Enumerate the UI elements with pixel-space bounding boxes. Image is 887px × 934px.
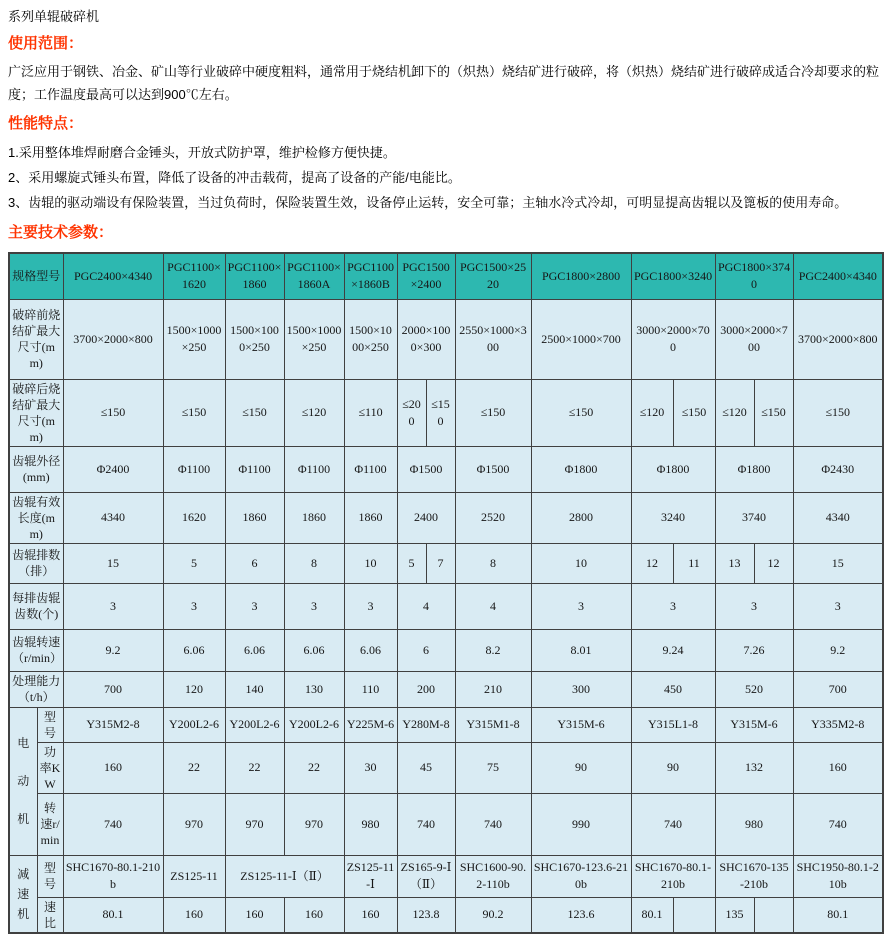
- model-header: PGC1800×3740: [715, 253, 793, 299]
- spec-cell: 1500×1000×250: [344, 299, 397, 379]
- row-motor-power: [9, 742, 883, 793]
- spec-cell: 740: [455, 793, 531, 855]
- spec-cell: 160: [163, 897, 225, 933]
- spec-cell: Φ1100: [284, 446, 344, 492]
- spec-cell: 4: [455, 583, 531, 629]
- features-heading: 性能特点：: [8, 115, 84, 132]
- spec-cell: 2520: [455, 492, 531, 543]
- spec-cell: 10: [344, 543, 397, 583]
- row-label: 每排齿辊齿数(个): [9, 583, 63, 629]
- spec-cell: 1860: [344, 492, 397, 543]
- spec-cell: SHC1950-80.1-210b: [793, 855, 883, 897]
- row-roller-speed: [9, 629, 883, 671]
- spec-cell: 300: [531, 671, 631, 707]
- spec-cell: ≤150: [426, 379, 455, 446]
- spec-cell: 740: [793, 793, 883, 855]
- spec-cell: 8: [455, 543, 531, 583]
- spec-cell: 160: [793, 742, 883, 793]
- spec-cell: 80.1: [63, 897, 163, 933]
- sub-label: 功率KW: [37, 742, 63, 793]
- spec-cell: Y225M-6: [344, 707, 397, 742]
- spec-cell: 3240: [631, 492, 715, 543]
- spec-cell: [754, 897, 793, 933]
- spec-cell: 3740: [715, 492, 793, 543]
- spec-cell: 8.2: [455, 629, 531, 671]
- spec-cell: 90: [531, 742, 631, 793]
- spec-cell: 970: [284, 793, 344, 855]
- spec-cell: Y200L2-6: [163, 707, 225, 742]
- spec-cell: Φ1100: [225, 446, 284, 492]
- spec-cell: Φ2430: [793, 446, 883, 492]
- spec-cell: Y335M2-8: [793, 707, 883, 742]
- spec-cell: 9.2: [63, 629, 163, 671]
- spec-cell: 22: [225, 742, 284, 793]
- row-label: 齿辊转速（r/min）: [9, 629, 63, 671]
- spec-cell: 3000×2000×700: [631, 299, 715, 379]
- spec-cell: 3700×2000×800: [63, 299, 163, 379]
- spec-cell: Φ1800: [631, 446, 715, 492]
- spec-cell: 12: [754, 543, 793, 583]
- spec-cell: 700: [793, 671, 883, 707]
- usage-heading: 使用范围：: [8, 35, 84, 52]
- spec-cell: Y315M1-8: [455, 707, 531, 742]
- spec-cell: Φ1800: [531, 446, 631, 492]
- spec-cell: 980: [715, 793, 793, 855]
- spec-cell: ≤120: [284, 379, 344, 446]
- spec-cell: 80.1: [793, 897, 883, 933]
- row-label: 处理能力（t/h）: [9, 671, 63, 707]
- spec-cell: 3: [63, 583, 163, 629]
- group-label-motor: 电动机: [9, 707, 37, 855]
- spec-cell: 90.2: [455, 897, 531, 933]
- spec-cell: 3: [531, 583, 631, 629]
- spec-cell: 15: [793, 543, 883, 583]
- spec-cell: 8.01: [531, 629, 631, 671]
- spec-cell: Φ2400: [63, 446, 163, 492]
- model-header: PGC1500×2520: [455, 253, 531, 299]
- spec-cell: 9.2: [793, 629, 883, 671]
- spec-cell: 6: [225, 543, 284, 583]
- spec-cell: 160: [284, 897, 344, 933]
- spec-cell: Y280M-8: [397, 707, 455, 742]
- spec-cell: ZS125-11-Ⅰ: [344, 855, 397, 897]
- row-motor-speed: [9, 793, 883, 855]
- spec-cell: 4340: [63, 492, 163, 543]
- row-label: 齿辊排数（排）: [9, 543, 63, 583]
- spec-cell: 132: [715, 742, 793, 793]
- spec-cell: 9.24: [631, 629, 715, 671]
- spec-cell: 6: [397, 629, 455, 671]
- row-roller-rows: [9, 543, 883, 583]
- spec-cell: 10: [531, 543, 631, 583]
- spec-cell: 15: [63, 543, 163, 583]
- row-label: 齿辊有效长度(mm): [9, 492, 63, 543]
- spec-cell: 3700×2000×800: [793, 299, 883, 379]
- page-title: 系列单辊破碎机: [8, 9, 100, 24]
- spec-cell: 2550×1000×300: [455, 299, 531, 379]
- spec-cell: 123.6: [531, 897, 631, 933]
- spec-cell: 90: [631, 742, 715, 793]
- group-label-reducer: 减速机: [9, 855, 37, 933]
- spec-cell: 75: [455, 742, 531, 793]
- spec-cell: SHC1670-80.1-210b: [63, 855, 163, 897]
- spec-cell: 210: [455, 671, 531, 707]
- spec-cell: ≤150: [531, 379, 631, 446]
- spec-cell: ≤150: [793, 379, 883, 446]
- feature-item: 2、采用螺旋式锤头布置，降低了设备的冲击载荷，提高了设备的产能/电能比。: [8, 170, 461, 185]
- feature-item: 1.采用整体堆焊耐磨合金锤头，开放式防护罩，维护检修方便快捷。: [8, 145, 396, 160]
- spec-cell: 740: [397, 793, 455, 855]
- spec-cell: 1500×1000×250: [225, 299, 284, 379]
- spec-cell: 140: [225, 671, 284, 707]
- spec-cell: 12: [631, 543, 673, 583]
- spec-cell: ZS125-11: [163, 855, 225, 897]
- spec-cell: ≤150: [673, 379, 715, 446]
- spec-cell: ≤110: [344, 379, 397, 446]
- row-reducer-model: [9, 855, 883, 897]
- sub-label: 型号: [37, 707, 63, 742]
- spec-cell: Φ1100: [163, 446, 225, 492]
- spec-cell: ≤150: [225, 379, 284, 446]
- spec-cell: 3: [631, 583, 715, 629]
- spec-cell: ≤150: [455, 379, 531, 446]
- spec-cell: Y315L1-8: [631, 707, 715, 742]
- spec-cell: 8: [284, 543, 344, 583]
- model-header: PGC1100×1860: [225, 253, 284, 299]
- spec-cell: 6.06: [163, 629, 225, 671]
- spec-cell: Y200L2-6: [225, 707, 284, 742]
- spec-cell: SHC1670-80.1-210b: [631, 855, 715, 897]
- spec-cell: 135: [715, 897, 754, 933]
- model-header: PGC1100×1620: [163, 253, 225, 299]
- spec-cell: 1860: [225, 492, 284, 543]
- row-before-size: [9, 299, 883, 379]
- row-roller-length: [9, 492, 883, 543]
- spec-cell: 110: [344, 671, 397, 707]
- model-header: PGC2400×4340: [793, 253, 883, 299]
- spec-cell: 22: [284, 742, 344, 793]
- spec-cell: Φ1800: [715, 446, 793, 492]
- spec-cell: 30: [344, 742, 397, 793]
- spec-cell: 13: [715, 543, 754, 583]
- row-motor-model: [9, 707, 883, 742]
- sub-label: 型号: [37, 855, 63, 897]
- spec-cell: 11: [673, 543, 715, 583]
- spec-cell: 160: [225, 897, 284, 933]
- spec-cell: 7.26: [715, 629, 793, 671]
- spec-cell: 2800: [531, 492, 631, 543]
- spec-cell: 7: [426, 543, 455, 583]
- params-heading: 主要技术参数：: [8, 224, 114, 241]
- spec-cell: 740: [63, 793, 163, 855]
- spec-cell: 990: [531, 793, 631, 855]
- spec-cell: 130: [284, 671, 344, 707]
- spec-cell: 450: [631, 671, 715, 707]
- model-header: PGC1800×3240: [631, 253, 715, 299]
- spec-cell: 160: [344, 897, 397, 933]
- spec-cell: 5: [163, 543, 225, 583]
- spec-cell: 520: [715, 671, 793, 707]
- spec-cell: 2400: [397, 492, 455, 543]
- col-header-spec-model: 规格型号: [9, 253, 63, 299]
- spec-cell: 200: [397, 671, 455, 707]
- spec-cell: Y200L2-6: [284, 707, 344, 742]
- spec-cell: 45: [397, 742, 455, 793]
- spec-cell: 1860: [284, 492, 344, 543]
- spec-cell: Y315M2-8: [63, 707, 163, 742]
- spec-cell: ZS165-9-Ⅰ（Ⅱ）: [397, 855, 455, 897]
- spec-cell: 1500×1000×250: [284, 299, 344, 379]
- spec-cell: ≤150: [63, 379, 163, 446]
- row-roller-diameter: [9, 446, 883, 492]
- sub-label: 转速r/min: [37, 793, 63, 855]
- spec-cell: 3: [344, 583, 397, 629]
- spec-cell: 3000×2000×700: [715, 299, 793, 379]
- spec-cell: ≤120: [631, 379, 673, 446]
- spec-cell: Φ1500: [397, 446, 455, 492]
- spec-cell: Y315M-6: [531, 707, 631, 742]
- spec-cell: 120: [163, 671, 225, 707]
- model-header: PGC1100×1860B: [344, 253, 397, 299]
- spec-cell: 6.06: [225, 629, 284, 671]
- spec-cell: 80.1: [631, 897, 673, 933]
- spec-cell: 6.06: [284, 629, 344, 671]
- spec-cell: SHC1670-123.6-210b: [531, 855, 631, 897]
- model-header: PGC2400×4340: [63, 253, 163, 299]
- spec-cell: 22: [163, 742, 225, 793]
- spec-cell: Y315M-6: [715, 707, 793, 742]
- spec-cell: Φ1100: [344, 446, 397, 492]
- spec-cell: 3: [793, 583, 883, 629]
- spec-cell: ≤120: [715, 379, 754, 446]
- spec-cell: 3: [715, 583, 793, 629]
- spec-cell: 5: [397, 543, 426, 583]
- model-header: PGC1500×2400: [397, 253, 455, 299]
- spec-cell: 1620: [163, 492, 225, 543]
- spec-cell: 123.8: [397, 897, 455, 933]
- spec-cell: 970: [225, 793, 284, 855]
- specs-table: [8, 252, 884, 934]
- spec-cell: SHC1600-90.2-110b: [455, 855, 531, 897]
- spec-cell: ≤150: [163, 379, 225, 446]
- spec-cell: 700: [63, 671, 163, 707]
- spec-cell: 740: [631, 793, 715, 855]
- spec-cell: 160: [63, 742, 163, 793]
- row-after-size: [9, 379, 883, 446]
- row-label: 破碎前烧结矿最大尺寸(mm): [9, 299, 63, 379]
- spec-cell: 3: [225, 583, 284, 629]
- spec-cell: SHC1670-135-210b: [715, 855, 793, 897]
- row-reducer-ratio: [9, 897, 883, 933]
- spec-cell: 4340: [793, 492, 883, 543]
- model-header: PGC1100×1860A: [284, 253, 344, 299]
- spec-cell: 2500×1000×700: [531, 299, 631, 379]
- spec-cell: 4: [397, 583, 455, 629]
- spec-cell: ZS125-11-Ⅰ（Ⅱ）: [225, 855, 344, 897]
- row-capacity: [9, 671, 883, 707]
- spec-cell: 2000×1000×300: [397, 299, 455, 379]
- model-header: PGC1800×2800: [531, 253, 631, 299]
- spec-cell: ≤150: [754, 379, 793, 446]
- header-row: [9, 253, 883, 299]
- spec-cell: 3: [163, 583, 225, 629]
- row-teeth-per-row: [9, 583, 883, 629]
- spec-cell: Φ1500: [455, 446, 531, 492]
- spec-cell: 1500×1000×250: [163, 299, 225, 379]
- feature-item: 3、齿辊的驱动端设有保险装置，当过负荷时，保险装置生效，设备停止运转，安全可靠；主轴水冷式冷却，可明显提高齿辊以及篦板的使用寿命。: [8, 195, 848, 210]
- spec-cell: ≤200: [397, 379, 426, 446]
- row-label: 破碎后烧结矿最大尺寸(mm): [9, 379, 63, 446]
- spec-cell: 3: [284, 583, 344, 629]
- usage-text: 广泛应用于钢铁、冶金、矿山等行业破碎中硬度粗料，通常用于烧结机卸下的（炽热）烧结矿进行破碎，将（炽热）烧结矿进行破碎成适合冷却要求的粒度；工作温度最高可以达到900℃左右。: [8, 64, 880, 102]
- spec-cell: 970: [163, 793, 225, 855]
- sub-label: 速比: [37, 897, 63, 933]
- spec-cell: 6.06: [344, 629, 397, 671]
- row-label: 齿辊外径(mm): [9, 446, 63, 492]
- spec-cell: 980: [344, 793, 397, 855]
- spec-cell: [673, 897, 715, 933]
